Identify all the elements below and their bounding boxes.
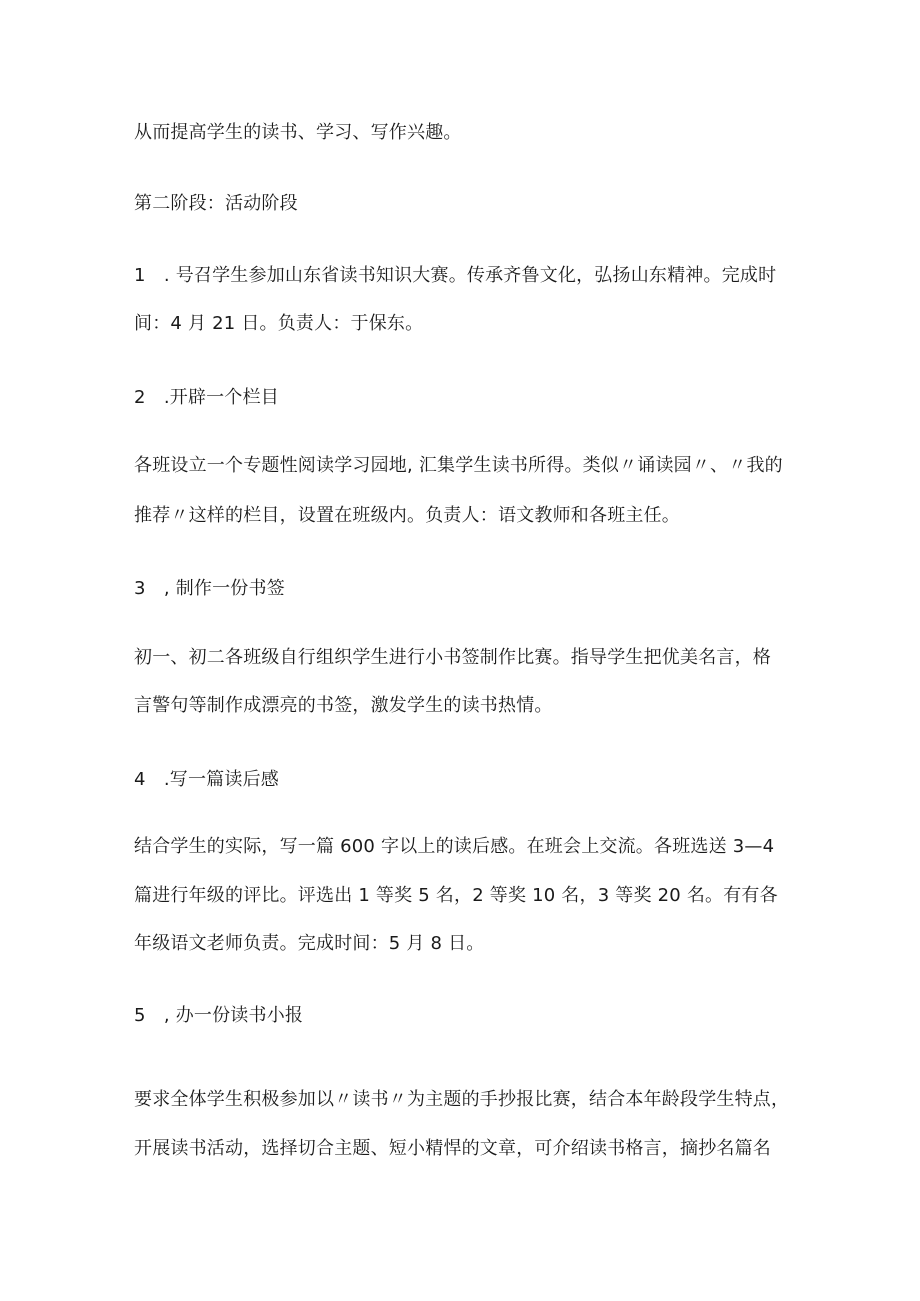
section-heading: 第二阶段：活动阶段 <box>134 193 298 214</box>
paragraph-line: 初一、初二各班级自行组织学生进行小书签制作比赛。指导学生把优美名言，格 <box>134 647 771 668</box>
list-item-heading: 5 , 办一份读书小报 <box>134 1005 304 1026</box>
paragraph-line: 间：4 月 21 日。负责人：于保东。 <box>134 313 424 334</box>
paragraph-line: 推荐〃这样的栏目，设置在班级内。负责人：语文教师和各班主任。 <box>134 505 680 526</box>
paragraph-line: 结合学生的实际，写一篇 600 字以上的读后感。在班会上交流。各班选送 3—4 <box>134 836 775 857</box>
paragraph-line: 篇进行年级的评比。评选出 1 等奖 5 名，2 等奖 10 名，3 等奖 20 名。有有各 <box>134 885 778 906</box>
paragraph-line: 要求全体学生积极参加以〃读书〃为主题的手抄报比赛，结合本年龄段学生特点， <box>134 1089 790 1110</box>
list-item-heading: 2 .开辟一个栏目 <box>134 387 279 408</box>
list-item-heading: 3 , 制作一份书签 <box>134 578 285 599</box>
paragraph-line: 言警句等制作成漂亮的书签，激发学生的读书热情。 <box>134 695 553 716</box>
list-item-heading: 1 . 号召学生参加山东省读书知识大赛。传承齐鲁文化，弘扬山东精神。完成时 <box>134 265 777 286</box>
paragraph-line: 开展读书活动，选择切合主题、短小精悍的文章，可介绍读书格言，摘抄名篇名 <box>134 1138 771 1159</box>
list-item-heading: 4 .写一篇读后感 <box>134 769 279 790</box>
paragraph-line: 各班设立一个专题性阅读学习园地, 汇集学生读书所得。类似〃诵读园〃、〃我的 <box>134 455 783 476</box>
paragraph-line: 从而提高学生的读书、学习、写作兴趣。 <box>134 122 462 143</box>
paragraph-line: 年级语文老师负责。完成时间：5 月 8 日。 <box>134 933 485 954</box>
